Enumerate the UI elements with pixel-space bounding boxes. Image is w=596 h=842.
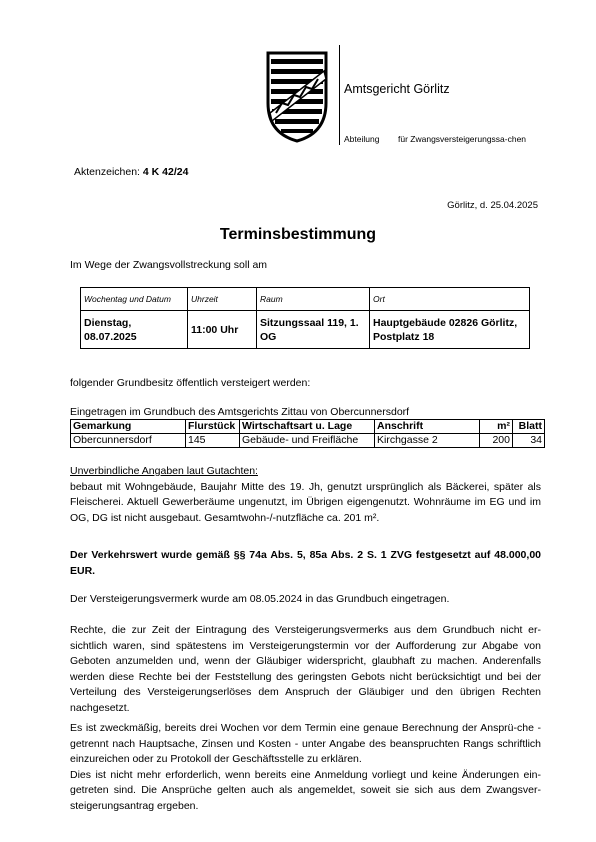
termin-room: Sitzungssaal 119, 1. OG: [257, 311, 370, 349]
grundbuch-header-cell: Blatt: [513, 420, 545, 434]
gutachten-section: [70, 464, 541, 526]
termin-header-row: [81, 288, 530, 311]
termin-header-cell: Raum: [257, 288, 370, 311]
grundbuch-header-cell: Wirtschaftsart u. Lage: [240, 420, 375, 434]
grundbuch-header-cell: m²: [480, 420, 513, 434]
department-value: für Zwangsversteigerungssa-chen: [398, 134, 527, 144]
termin-date: Dienstag, 08.07.2025: [81, 311, 188, 349]
grundbuch-cell: 200: [480, 434, 513, 448]
department-label: Abteilung: [344, 134, 380, 144]
gutachten-text: bebaut mit Wohngebäude, Baujahr Mitte des 19. Jh, genutzt ursprünglich als Bäckerei, später als Fleischerei. Aktuell Gewerberäume ungenutzt, im Übrigen eigengenutzt. Wohnräume im EG und im OG, DG ist nicht ausgebaut. Gesamtwohn-/-nutzfläche ca. 201 m².: [70, 480, 541, 524]
grundbuch-header-cell: Gemarkung: [71, 420, 186, 434]
grundbuch-header-row: [71, 420, 545, 434]
grundbuch-header-cell: Flurstück: [186, 420, 240, 434]
grundbuch-cell: Obercunnersdorf: [71, 434, 186, 448]
saxony-coat-of-arms-icon: [262, 45, 332, 145]
grundbuch-cell: Kirchgasse 2: [375, 434, 480, 448]
versteigerungsvermerk-text: Der Versteigerungsvermerk wurde am 08.05.2024 in das Grundbuch eingetragen.: [70, 593, 450, 605]
file-reference-value: 4 K 42/24: [142, 166, 189, 178]
rechte-paragraph: Rechte, die zur Zeit der Eintragung des Versteigerungsvermerks aus dem Grundbuch nicht er-sichtlich waren, sind spätestens im Versteigerungstermin vor der Aufforderung zur Abgabe von Geboten anzumelden und, wenn der Gläubiger widerspricht, glaubhaft zu machen. Anderenfalls werden diese Rechte bei der Feststellung des geringsten Gebots nicht berücksichtigt und bei der Verteilung des Versteigerungserlöses dem Anspruch der Gläubiger und den übrigen Rechten nachgesetzt.: [70, 624, 541, 714]
intro-text: Im Wege der Zwangsvollstreckung soll am: [70, 259, 268, 271]
termin-header-cell: Wochentag und Datum: [81, 288, 188, 311]
grundbuch-caption: Eingetragen im Grundbuch des Amtsgerichts Zittau von Obercunnersdorf: [70, 406, 410, 418]
gutachten-heading: Unverbindliche Angaben laut Gutachten:: [70, 465, 258, 477]
grundbuch-cell: 34: [513, 434, 545, 448]
grundbuch-table: [70, 419, 545, 448]
termin-header-cell: Ort: [370, 288, 530, 311]
grundbuch-header-cell: Anschrift: [375, 420, 480, 434]
table-row: [71, 434, 545, 448]
verkehrswert-statement: Der Verkehrswert wurde gemäß §§ 74a Abs. 5, 85a Abs. 2 S. 1 ZVG festgesetzt auf 48.000,00 EUR.: [70, 549, 541, 577]
grundbuch-cell: 145: [186, 434, 240, 448]
termin-value-row: [81, 311, 530, 349]
termin-time: 11:00 Uhr: [188, 311, 257, 349]
date-line: Görlitz, d. 25.04.2025: [447, 200, 538, 211]
grundbesitz-intro: folgender Grundbesitz öffentlich versteigert werden:: [70, 377, 311, 389]
termin-table: [80, 287, 530, 349]
page-title: Terminsbestimmung: [219, 226, 377, 243]
termin-header-cell: Uhrzeit: [188, 288, 257, 311]
court-name: Amtsgericht Görlitz: [344, 82, 450, 96]
anmeldung-paragraph-2: Dies ist nicht mehr erforderlich, wenn bereits eine Anmeldung vorliegt und keine Änderungen ein-getreten sind. Die Ansprüche gelten auch als angemeldet, soweit sie sich aus dem Zwangsver-steigerungsantrag ergeben.: [70, 768, 541, 812]
termin-location: Hauptgebäude 02826 Görlitz, Postplatz 18: [370, 311, 530, 349]
file-reference-label: Aktenzeichen:: [74, 166, 140, 178]
anmeldung-section: [70, 721, 541, 814]
anmeldung-paragraph-1: Es ist zweckmäßig, bereits drei Wochen vor dem Termin eine genaue Berechnung der Ansprü-che - getrennt nach Hauptsache, Zinsen und Kosten - unter Angabe des beanspruchten Rangs schriftlich einzureichen oder zu Protokoll der Geschäftsstelle zu erklären.: [70, 722, 541, 765]
file-reference: [74, 166, 188, 178]
header-divider: [339, 45, 340, 145]
grundbuch-cell: Gebäude- und Freifläche: [240, 434, 375, 448]
